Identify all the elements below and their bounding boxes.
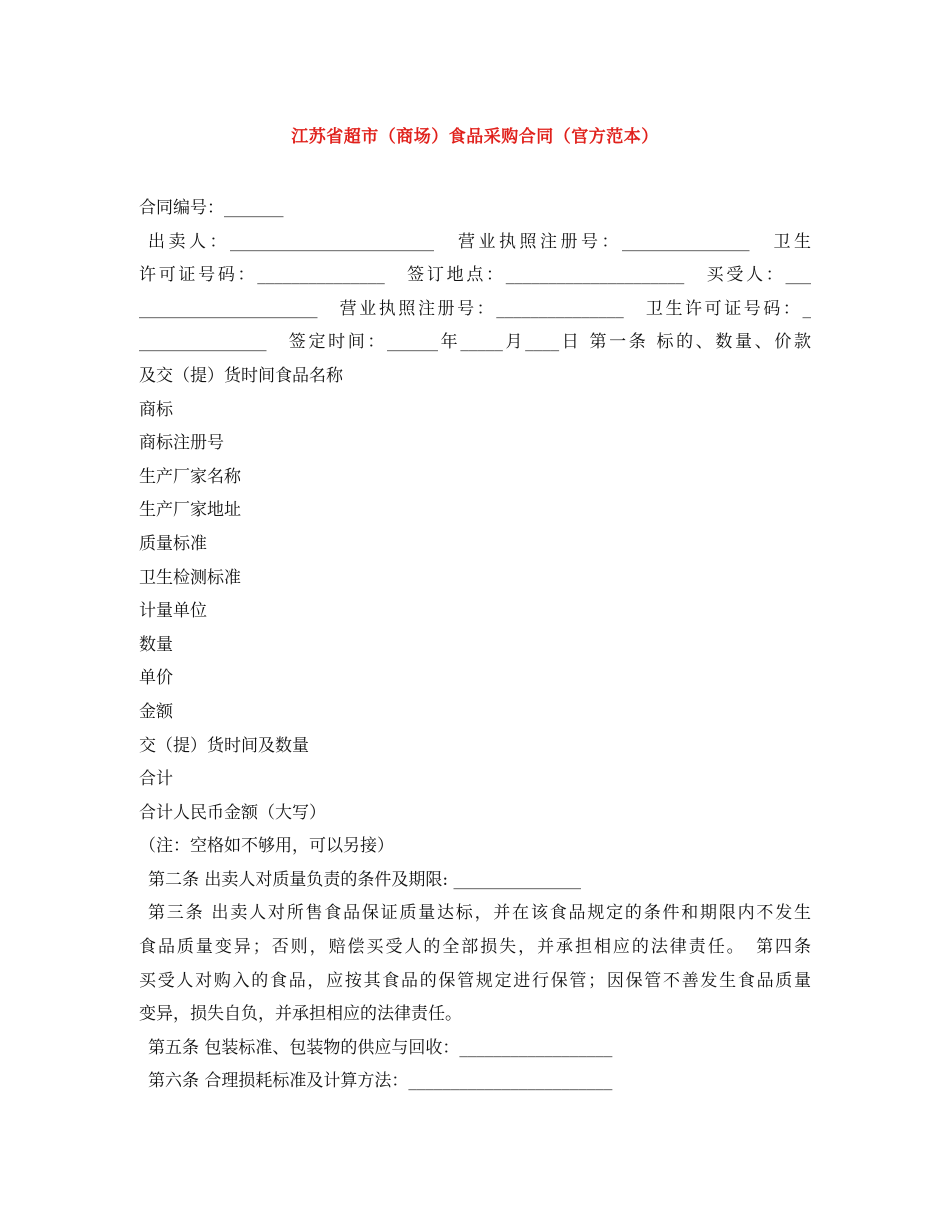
parties-line-3: _____________________ 营业执照注册号：_______________ 卫生许可证号码：_ — [139, 298, 811, 319]
article-4-line-1: 买受人对购入的食品，应按其食品的保管规定进行保管；因保管不善发生食品质量 — [139, 970, 811, 991]
table-field: 数量 — [139, 634, 173, 655]
article-2: 第二条 出卖人对质量负责的条件及期限: _______________ — [148, 869, 582, 890]
article-1-continuation: 及交（提）货时间食品名称 — [139, 365, 343, 386]
table-field: 商标注册号 — [139, 433, 224, 454]
table-field: 单价 — [139, 668, 173, 689]
table-note: （注：空格如不够用，可以另接） — [139, 836, 394, 857]
table-field: 质量标准 — [139, 533, 207, 554]
table-field: 金额 — [139, 701, 173, 722]
document-title: 江苏省超市（商场）食品采购合同（官方范本） — [291, 127, 659, 147]
contract-number-line: 合同编号：_______ — [139, 198, 284, 218]
parties-line-1: 出卖人：________________________ 营业执照注册号：_______________ 卫生 — [148, 231, 811, 252]
table-field: 商标 — [139, 399, 173, 420]
parties-line-4: _______________ 签定时间：______年_____月____日 第一条 标的、数量、价款 — [139, 332, 811, 353]
table-field: 交（提）货时间及数量 — [139, 735, 309, 756]
article-3-line-2: 食品质量变异；否则，赔偿买受人的全部损失，并承担相应的法律责任。 第四条 — [139, 937, 811, 958]
article-3-line-1: 第三条 出卖人对所售食品保证质量达标，并在该食品规定的条件和期限内不发生 — [148, 903, 811, 924]
parties-line-2: 许可证号码：_______________ 签订地点：_____________________ 买受人：___ — [139, 265, 811, 286]
table-field: 合计 — [139, 769, 173, 790]
table-field: 计量单位 — [139, 601, 207, 622]
document-body — [139, 192, 811, 1099]
table-field: 卫生检测标准 — [139, 567, 241, 588]
table-field: 生产厂家名称 — [139, 466, 241, 487]
table-field: 合计人民币金额（大写） — [139, 802, 326, 823]
article-4-line-2: 变异，损失自负，并承担相应的法律责任。 — [139, 1004, 462, 1025]
article-6: 第六条 合理损耗标准及计算方法：________________________ — [148, 1071, 613, 1092]
table-field: 生产厂家地址 — [139, 500, 241, 521]
article-5: 第五条 包装标准、包装物的供应与回收：__________________ — [148, 1037, 613, 1058]
